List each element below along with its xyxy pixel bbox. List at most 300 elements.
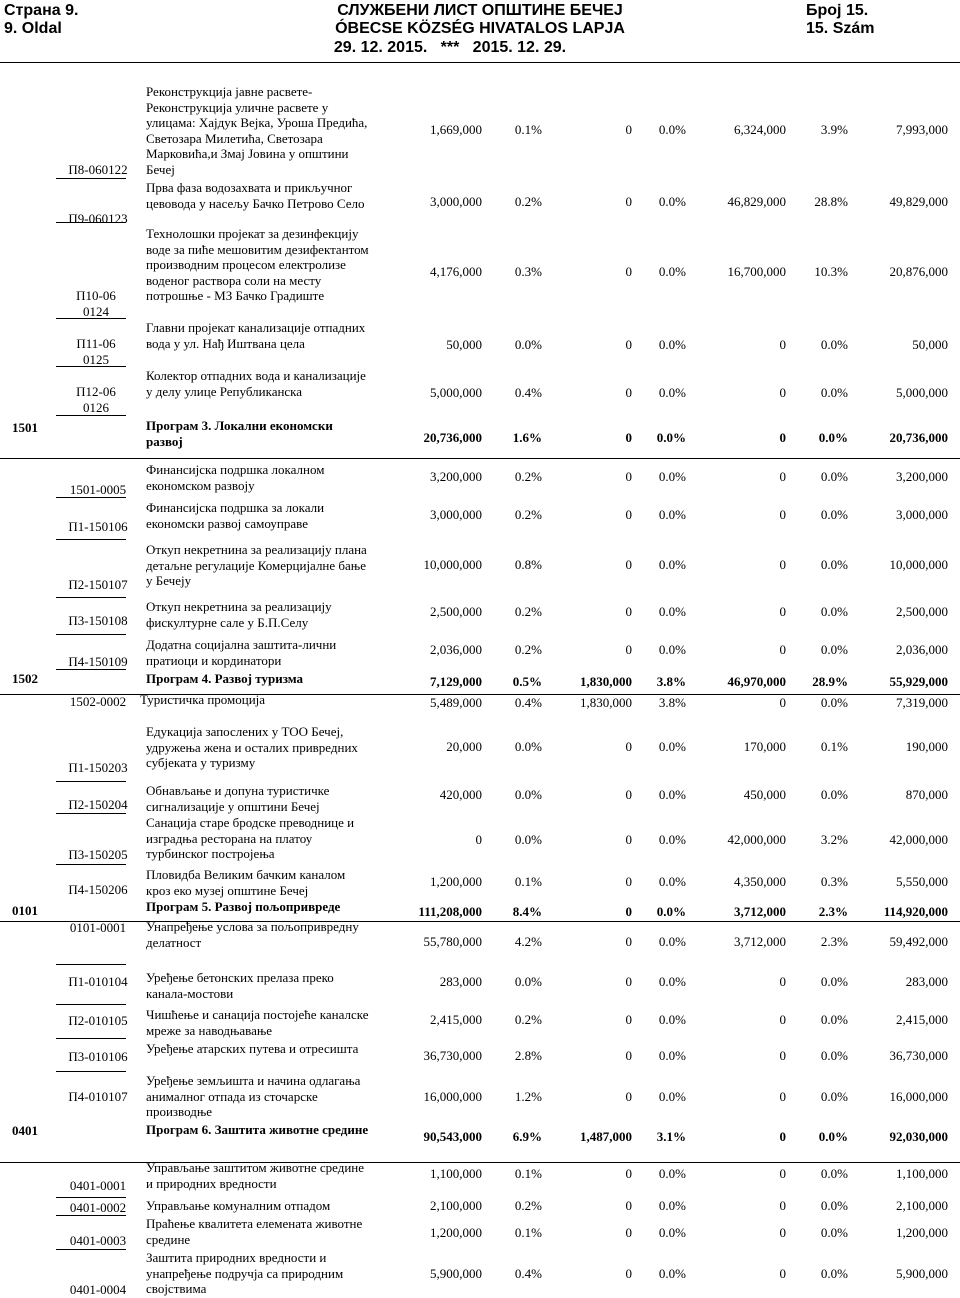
cell-v1: 7,129,000 (430, 674, 482, 689)
cell-v2: 0 (625, 934, 632, 949)
project-description: Обнављање и допуна туристичке сигнализације у општини Бечеј (146, 783, 330, 814)
cell-p1: 0.4% (514, 1266, 542, 1281)
program-row (0, 899, 960, 919)
project-code: П9-060123 (68, 211, 128, 226)
cell-v1: 1,200,000 (430, 874, 482, 889)
project-description: Прва фаза водозахвата и прикључног цевовода у насељу Бачко Петрово Село (146, 180, 365, 211)
cell-v1: 2,500,000 (430, 604, 482, 619)
program-title: Програм 3. Локални економски развој (146, 418, 333, 449)
table-row (0, 815, 960, 865)
project-code: 0401-0004 (69, 1282, 127, 1297)
cell-v2: 0 (625, 1266, 632, 1281)
project-description: Уређење земљишта и начина одлагања анималног отпада из сточарске производње (146, 1073, 361, 1119)
cell-v1: 20,736,000 (423, 430, 482, 445)
project-code: П10-060124 (76, 288, 116, 319)
cell-p2: 3.8% (658, 695, 686, 710)
project-code: 0401-0003 (69, 1233, 127, 1248)
code-divider (56, 366, 126, 367)
code-divider (56, 781, 126, 782)
project-code: 1501-0005 (69, 482, 127, 497)
cell-v2: 0 (625, 430, 632, 445)
cell-v3: 0 (779, 337, 786, 352)
cell-v1: 1,100,000 (430, 1166, 482, 1181)
cell-v4: 3,000,000 (896, 507, 948, 522)
cell-p3: 28.8% (814, 194, 848, 209)
cell-v2: 0 (625, 194, 632, 209)
cell-v3: 0 (779, 1048, 786, 1063)
cell-p1: 0.2% (514, 642, 542, 657)
code-divider (56, 497, 126, 498)
cell-p2: 0.0% (658, 507, 686, 522)
cell-p2: 0.0% (658, 642, 686, 657)
code-divider (56, 222, 126, 223)
cell-v3: 450,000 (743, 787, 786, 802)
code-divider (56, 318, 126, 319)
cell-p2: 0.0% (658, 1089, 686, 1104)
cell-v3: 0 (779, 604, 786, 619)
cell-v1: 5,900,000 (430, 1266, 482, 1281)
project-description: Финансијска подршка за локали економски развој самоуправе (146, 500, 325, 531)
cell-v2: 0 (625, 642, 632, 657)
cell-p1: 0.0% (514, 974, 542, 989)
project-description: Унапређење услова за пољопривредну делатност (146, 919, 359, 950)
cell-p1: 0.3% (514, 264, 542, 279)
cell-v4: 20,736,000 (889, 430, 948, 445)
cell-v1: 3,200,000 (430, 469, 482, 484)
cell-p3: 0.0% (818, 1129, 848, 1144)
cell-v2: 0 (625, 1166, 632, 1181)
project-description: Санација старе бродске преводнице и изградња ресторана на платоу турбинског постројења (146, 815, 355, 861)
cell-v3: 0 (779, 1225, 786, 1240)
cell-v1: 1,669,000 (430, 122, 482, 137)
cell-v1: 90,543,000 (423, 1129, 482, 1144)
table-row (0, 1007, 960, 1041)
cell-v3: 0 (779, 1089, 786, 1104)
project-code: П4-150206 (68, 882, 128, 897)
project-description: Главни пројекат канализације отпадних вода у ул. Нађ Иштвана цела (146, 320, 366, 351)
cell-p2: 0.0% (658, 1198, 686, 1213)
cell-v2: 0 (625, 604, 632, 619)
cell-p1: 0.4% (514, 695, 542, 710)
cell-p2: 0.0% (658, 934, 686, 949)
cell-v3: 6,324,000 (734, 122, 786, 137)
table-row (0, 500, 960, 542)
cell-v3: 4,350,000 (734, 874, 786, 889)
cell-v1: 111,208,000 (418, 904, 482, 919)
cell-p2: 0.0% (658, 1266, 686, 1281)
code-divider (56, 1197, 126, 1198)
project-description: Технолошки пројекат за дезинфекцију воде за пиће мешовитим дезифектантом производним процесом електролизе воденог раствора соли на месту потрошње - МЗ Бачко Градиште (146, 226, 369, 303)
cell-p3: 0.0% (820, 557, 848, 572)
page-number-sr: Страна 9. (4, 2, 79, 19)
gazette-title-sr: СЛУЖБЕНИ ЛИСТ ОПШТИНЕ БЕЧЕЈ (337, 2, 623, 19)
cell-p3: 0.1% (820, 739, 848, 754)
cell-p1: 0.2% (514, 1012, 542, 1027)
cell-v3: 0 (779, 1012, 786, 1027)
code-divider (56, 539, 126, 540)
cell-p2: 0.0% (658, 469, 686, 484)
cell-p1: 0.5% (512, 674, 542, 689)
cell-v1: 3,000,000 (430, 194, 482, 209)
cell-p2: 0.0% (658, 974, 686, 989)
code-divider (56, 634, 126, 635)
cell-p2: 0.0% (658, 787, 686, 802)
row-divider (0, 458, 960, 459)
cell-p1: 1.2% (514, 1089, 542, 1104)
cell-v4: 50,000 (912, 337, 948, 352)
cell-v4: 283,000 (905, 974, 948, 989)
cell-v4: 92,030,000 (889, 1129, 948, 1144)
cell-p2: 0.0% (658, 264, 686, 279)
cell-v2: 0 (625, 1198, 632, 1213)
cell-p1: 0.8% (514, 557, 542, 572)
cell-v4: 16,000,000 (889, 1089, 948, 1104)
cell-v3: 0 (779, 974, 786, 989)
table-row (0, 226, 960, 320)
code-divider (56, 1004, 126, 1005)
cell-v2: 0 (625, 557, 632, 572)
code-divider (56, 669, 126, 670)
project-code: П4-150109 (68, 654, 128, 669)
issue-number-hu: 15. Szám (806, 20, 875, 37)
cell-p3: 0.0% (820, 1012, 848, 1027)
cell-v2: 0 (625, 1225, 632, 1240)
program-code: 1502 (12, 671, 38, 686)
cell-v1: 2,036,000 (430, 642, 482, 657)
cell-v4: 5,900,000 (896, 1266, 948, 1281)
cell-v2: 0 (625, 1012, 632, 1027)
project-code: 0401-0001 (69, 1178, 127, 1193)
header-rule (0, 62, 960, 63)
cell-v3: 0 (779, 642, 786, 657)
cell-p1: 1.6% (512, 430, 542, 445)
cell-p1: 0.2% (514, 469, 542, 484)
table-row (0, 368, 960, 418)
cell-p3: 0.0% (820, 469, 848, 484)
cell-v4: 5,000,000 (896, 385, 948, 400)
table-row (0, 180, 960, 226)
cell-p2: 0.0% (658, 1166, 686, 1181)
cell-p3: 0.0% (818, 430, 848, 445)
program-code: 0101 (12, 903, 38, 918)
cell-p2: 0.0% (658, 337, 686, 352)
cell-p2: 0.0% (658, 739, 686, 754)
table-row (0, 320, 960, 368)
program-row (0, 418, 960, 456)
table-row (0, 84, 960, 180)
cell-v3: 0 (779, 557, 786, 572)
project-code: П2-150204 (68, 797, 128, 812)
table-row (0, 1041, 960, 1070)
table-row (0, 783, 960, 813)
cell-p1: 0.1% (514, 1225, 542, 1240)
table-row (0, 867, 960, 897)
cell-p3: 0.0% (820, 695, 848, 710)
cell-v1: 55,780,000 (423, 934, 482, 949)
cell-v4: 1,200,000 (896, 1225, 948, 1240)
cell-p1: 0.2% (514, 604, 542, 619)
cell-v4: 7,319,000 (896, 695, 948, 710)
project-description: Пловидба Великим бачким каналом кроз еко музеј општине Бечеј (146, 867, 346, 898)
project-code: 0401-0002 (69, 1200, 127, 1215)
cell-v1: 20,000 (446, 739, 482, 754)
cell-v4: 49,829,000 (889, 194, 948, 209)
project-code: П2-010105 (68, 1013, 128, 1028)
page-number-hu: 9. Oldal (4, 20, 62, 37)
cell-v2: 0 (625, 832, 632, 847)
cell-v1: 5,000,000 (430, 385, 482, 400)
cell-v2: 0 (625, 974, 632, 989)
cell-v1: 50,000 (446, 337, 482, 352)
program-code: 0401 (12, 1123, 38, 1138)
cell-v2: 0 (625, 1048, 632, 1063)
table-row (0, 1073, 960, 1123)
project-description: Реконструкција јавне расвете- Реконструкција уличне расвете у улицама: Хајдук Вејка, Уроша Предића, Светозара Милетића, Светозара Марковића,и Змај Јовина у општини Бечеј (146, 84, 368, 177)
project-code: П3-150205 (68, 847, 128, 862)
cell-v4: 1,100,000 (896, 1166, 948, 1181)
cell-p1: 4.2% (514, 934, 542, 949)
cell-p3: 2.3% (820, 934, 848, 949)
project-description: Уређење атарских путева и отресишта (146, 1041, 359, 1056)
cell-v1: 16,000,000 (423, 1089, 482, 1104)
cell-v1: 36,730,000 (423, 1048, 482, 1063)
cell-v2: 0 (625, 264, 632, 279)
cell-v2: 0 (625, 1089, 632, 1104)
cell-p2: 0.0% (658, 122, 686, 137)
cell-v2: 0 (625, 739, 632, 754)
cell-p2: 0.0% (656, 904, 686, 919)
project-description: Едукација запослених у ТОО Бечеј, удружења жена и осталих привредних субјеката у туризму (146, 724, 358, 770)
cell-v1: 5,489,000 (430, 695, 482, 710)
project-description: Откуп некретнина за реализацију фискултурне сале у Б.П.Селу (146, 599, 332, 630)
cell-p3: 0.0% (820, 1089, 848, 1104)
cell-p3: 0.3% (820, 874, 848, 889)
cell-v3: 0 (779, 469, 786, 484)
project-code: П3-010106 (68, 1049, 128, 1064)
cell-p1: 0.1% (514, 874, 542, 889)
cell-p3: 28.9% (812, 674, 848, 689)
cell-p3: 3.9% (820, 122, 848, 137)
project-code: П12-060126 (76, 384, 116, 415)
program-row (0, 671, 960, 692)
cell-v4: 7,993,000 (896, 122, 948, 137)
table-row (0, 1250, 960, 1296)
cell-p1: 2.8% (514, 1048, 542, 1063)
cell-p3: 0.0% (820, 507, 848, 522)
code-divider (56, 864, 126, 865)
cell-p2: 0.0% (656, 430, 686, 445)
cell-p3: 0.0% (820, 787, 848, 802)
cell-v1: 1,200,000 (430, 1225, 482, 1240)
program-row (0, 1122, 960, 1160)
cell-v4: 5,550,000 (896, 874, 948, 889)
code-divider (56, 415, 126, 416)
code-divider (56, 964, 126, 965)
cell-v1: 0 (475, 832, 482, 847)
cell-p1: 0.1% (514, 1166, 542, 1181)
cell-v3: 0 (779, 385, 786, 400)
cell-v2: 0 (625, 385, 632, 400)
cell-p2: 0.0% (658, 832, 686, 847)
cell-v2: 1,487,000 (580, 1129, 632, 1144)
cell-v2: 1,830,000 (580, 674, 632, 689)
cell-p2: 3.8% (656, 674, 686, 689)
project-description: Управљање заштитом животне средине и природних вредности (146, 1160, 365, 1191)
cell-p2: 0.0% (658, 385, 686, 400)
cell-v1: 2,100,000 (430, 1198, 482, 1213)
project-code: 1502-0002 (69, 694, 127, 709)
cell-p2: 0.0% (658, 194, 686, 209)
project-description: Чишћење и санација постојеће каналске мреже за наводњавање (146, 1007, 369, 1038)
cell-p1: 0.0% (514, 337, 542, 352)
project-description: Колектор отпадних вода и канализације у делу улице Републиканска (146, 368, 366, 399)
cell-v3: 3,712,000 (734, 934, 786, 949)
table-row (0, 542, 960, 599)
table-row (0, 462, 960, 500)
cell-p3: 0.0% (820, 1048, 848, 1063)
project-code: 0101-0001 (69, 920, 127, 935)
table-row (0, 1198, 960, 1216)
code-divider (56, 178, 126, 179)
table-row (0, 970, 960, 1004)
table-row (0, 724, 960, 778)
code-divider (56, 1038, 126, 1039)
cell-v4: 190,000 (905, 739, 948, 754)
cell-p2: 3.1% (656, 1129, 686, 1144)
project-code: П8-060122 (68, 162, 128, 177)
cell-v2: 0 (625, 122, 632, 137)
code-divider (56, 1071, 126, 1072)
cell-p1: 0.0% (514, 832, 542, 847)
project-description: Заштита природних вредности и унапређење подручја са природним својствима (146, 1250, 344, 1296)
cell-v2: 0 (625, 337, 632, 352)
table-row (0, 599, 960, 637)
project-description: Уређење бетонских прелаза преко канала-мостови (146, 970, 334, 1001)
cell-p1: 0.0% (514, 787, 542, 802)
cell-p3: 0.0% (820, 1225, 848, 1240)
cell-p1: 0.2% (514, 507, 542, 522)
cell-v1: 3,000,000 (430, 507, 482, 522)
cell-v4: 20,876,000 (889, 264, 948, 279)
cell-v4: 3,200,000 (896, 469, 948, 484)
cell-v3: 3,712,000 (734, 904, 786, 919)
cell-v3: 42,000,000 (727, 832, 786, 847)
table-row (0, 1216, 960, 1250)
project-description: Туристичка промоција (140, 692, 266, 707)
cell-v4: 2,415,000 (896, 1012, 948, 1027)
cell-v3: 46,829,000 (727, 194, 786, 209)
cell-v1: 2,415,000 (430, 1012, 482, 1027)
cell-p3: 0.0% (820, 604, 848, 619)
cell-v4: 10,000,000 (889, 557, 948, 572)
cell-v4: 36,730,000 (889, 1048, 948, 1063)
cell-v4: 59,492,000 (889, 934, 948, 949)
cell-p1: 0.4% (514, 385, 542, 400)
table-row (0, 1160, 960, 1198)
project-code: П1-010104 (68, 974, 128, 989)
program-title: Програм 5. Развој пољопривреде (146, 899, 341, 914)
project-code: П3-150108 (68, 613, 128, 628)
project-description: Додатна социјална заштита-лични пратиоци и кординатори (146, 637, 337, 668)
cell-p2: 0.0% (658, 874, 686, 889)
cell-v3: 0 (779, 1166, 786, 1181)
table-row (0, 692, 960, 714)
cell-p1: 0.2% (514, 1198, 542, 1213)
cell-v1: 420,000 (439, 787, 482, 802)
project-code: П1-150203 (68, 760, 128, 775)
cell-p3: 0.0% (820, 1266, 848, 1281)
cell-v3: 0 (779, 1198, 786, 1213)
cell-p3: 0.0% (820, 1166, 848, 1181)
cell-v3: 0 (779, 1129, 786, 1144)
cell-p2: 0.0% (658, 557, 686, 572)
cell-v3: 46,970,000 (727, 674, 786, 689)
cell-p1: 6.9% (512, 1129, 542, 1144)
cell-p1: 8.4% (512, 904, 542, 919)
project-description: Управљање комуналним отпадом (146, 1198, 331, 1213)
project-description: Откуп некретнина за реализацију плана детаљне регулације Комерцијалне бање у Бечеју (146, 542, 367, 588)
cell-p3: 10.3% (814, 264, 848, 279)
cell-p3: 3.2% (820, 832, 848, 847)
cell-v4: 2,100,000 (896, 1198, 948, 1213)
cell-v2: 0 (625, 787, 632, 802)
cell-p1: 0.1% (514, 122, 542, 137)
code-divider (56, 1215, 126, 1216)
cell-p3: 0.0% (820, 974, 848, 989)
program-title: Програм 4. Развој туризма (146, 671, 303, 686)
cell-v1: 10,000,000 (423, 557, 482, 572)
cell-p3: 2.3% (818, 904, 848, 919)
cell-v4: 114,920,000 (883, 904, 948, 919)
cell-v2: 1,830,000 (580, 695, 632, 710)
cell-v2: 0 (625, 469, 632, 484)
project-code: П2-150107 (68, 577, 128, 592)
cell-v1: 4,176,000 (430, 264, 482, 279)
cell-p1: 0.0% (514, 739, 542, 754)
cell-v3: 0 (779, 430, 786, 445)
cell-v4: 2,036,000 (896, 642, 948, 657)
program-title: Програм 6. Заштита животне средине (146, 1122, 369, 1137)
cell-p3: 0.0% (820, 1198, 848, 1213)
cell-v3: 0 (779, 695, 786, 710)
table-row (0, 919, 960, 965)
project-description: Праћење квалитета елемената животне средине (146, 1216, 363, 1247)
cell-p3: 0.0% (820, 642, 848, 657)
cell-p2: 0.0% (658, 1048, 686, 1063)
cell-p2: 0.0% (658, 1012, 686, 1027)
project-code: П4-010107 (68, 1089, 128, 1104)
cell-p2: 0.0% (658, 1225, 686, 1240)
cell-v1: 283,000 (439, 974, 482, 989)
cell-p1: 0.2% (514, 194, 542, 209)
project-code: П1-150106 (68, 519, 128, 534)
cell-v3: 16,700,000 (727, 264, 786, 279)
cell-v4: 55,929,000 (889, 674, 948, 689)
code-divider (56, 597, 126, 598)
cell-v3: 170,000 (743, 739, 786, 754)
project-code: П11-060125 (76, 336, 116, 367)
program-code: 1501 (12, 420, 38, 435)
cell-v3: 0 (779, 507, 786, 522)
code-divider (56, 813, 126, 814)
cell-v3: 0 (779, 1266, 786, 1281)
cell-v2: 0 (625, 874, 632, 889)
cell-v2: 0 (625, 904, 632, 919)
gazette-title-hu: ÓBECSE KÖZSÉG HIVATALOS LAPJA (335, 20, 625, 37)
cell-v4: 870,000 (905, 787, 948, 802)
cell-v2: 0 (625, 507, 632, 522)
issue-number-sr: Број 15. (806, 2, 869, 19)
